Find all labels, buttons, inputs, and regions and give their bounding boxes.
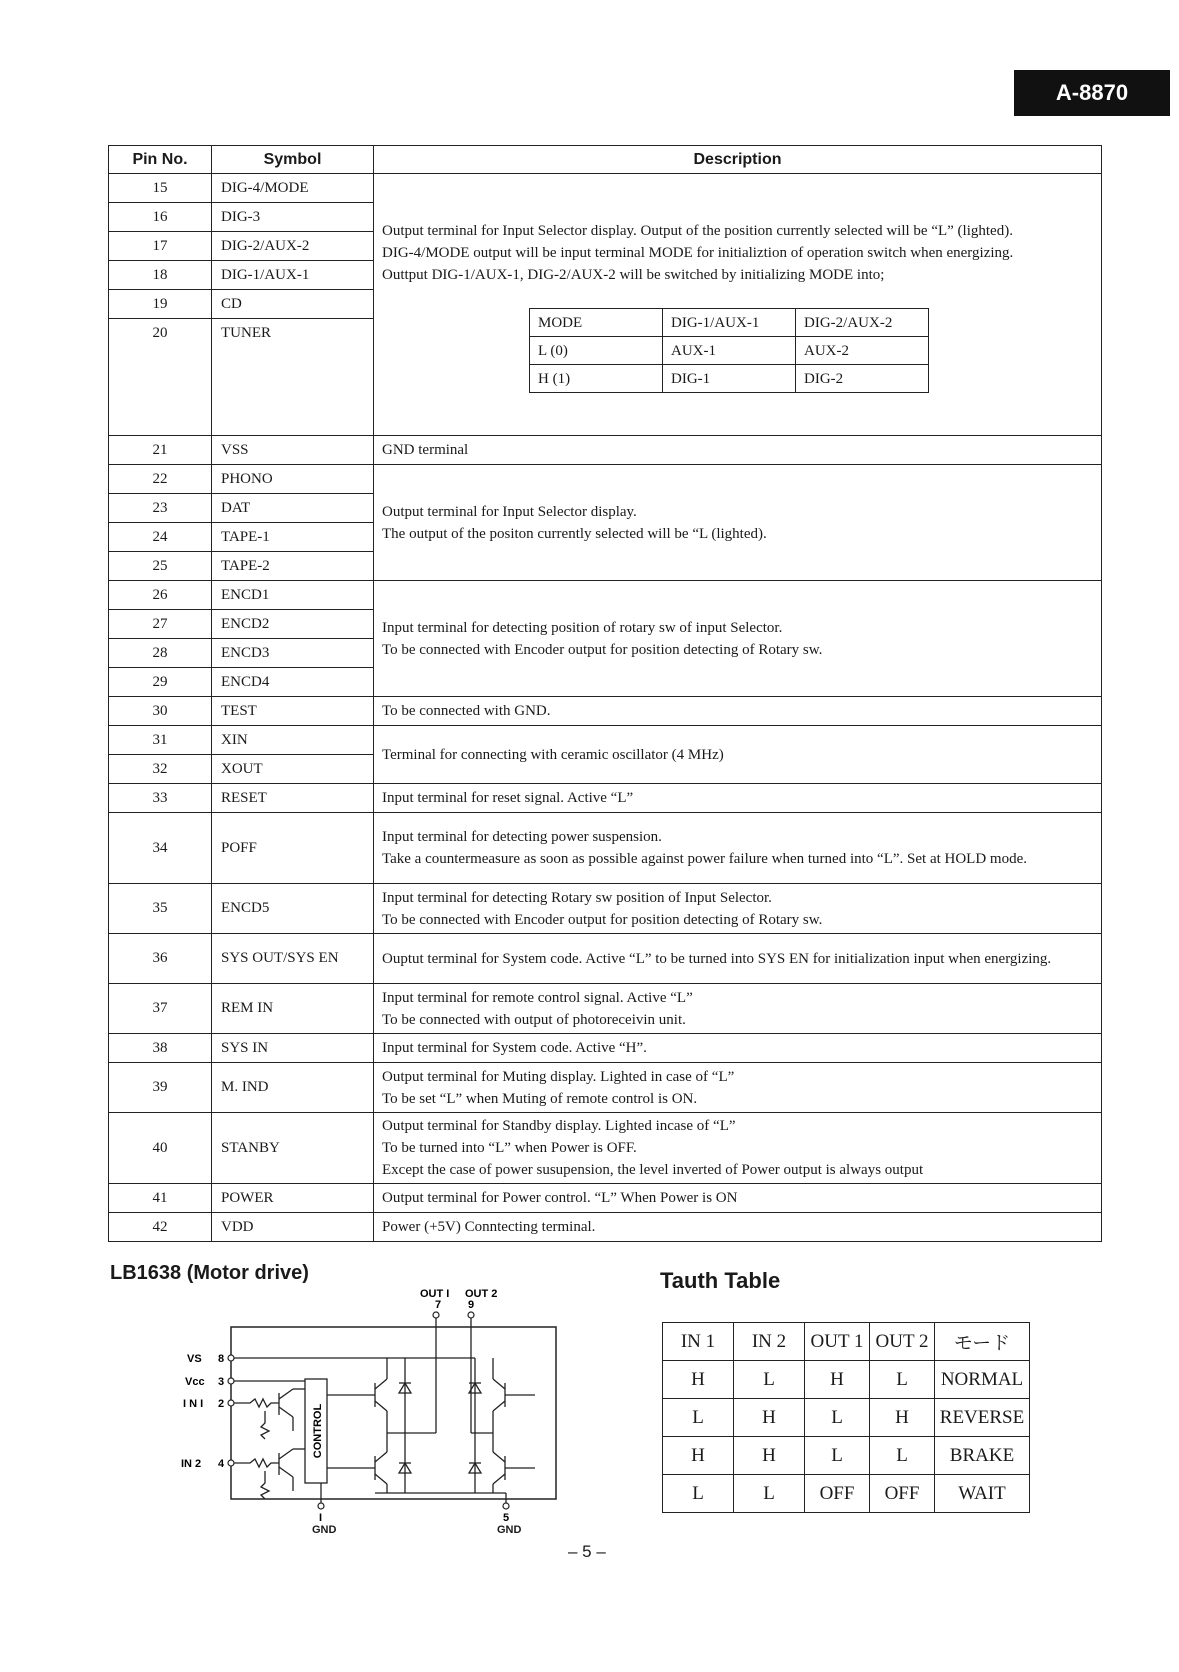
- pin-symbol: RESET: [212, 784, 374, 813]
- pin-description: [374, 813, 1102, 884]
- pin-number: 35: [109, 884, 212, 934]
- pin-description: Ouptut terminal for System code. Active “L” to be turned into SYS EN for initialization input when energizing.: [374, 934, 1102, 984]
- pin-symbol: POWER: [212, 1184, 374, 1213]
- truth-cell: L: [870, 1361, 935, 1399]
- pin-symbol: PHONO: [212, 465, 374, 494]
- table-row: [109, 465, 1102, 494]
- model-label: A-8870: [1014, 70, 1170, 116]
- pin-number: 37: [109, 984, 212, 1034]
- truth-cell: L: [663, 1475, 734, 1513]
- pin-description: Input terminal for System code. Active “H”.: [374, 1034, 1102, 1063]
- pin-number: 17: [109, 232, 212, 261]
- gnd-label-2: GND: [497, 1524, 522, 1536]
- description-text: To be set “L” when Muting of remote control is ON.: [382, 1090, 698, 1107]
- ic-outline: [231, 1327, 556, 1499]
- pin-symbol: VDD: [212, 1213, 374, 1242]
- pin-description: [374, 1113, 1102, 1184]
- vcc-label: Vcc: [185, 1376, 205, 1388]
- pin-description: Input terminal for reset signal. Active “L”: [374, 784, 1102, 813]
- pin-symbol: ENCD1: [212, 581, 374, 610]
- table-row: [109, 1063, 1102, 1113]
- pin-symbol: TUNER: [212, 319, 374, 436]
- description-header: Description: [374, 146, 1102, 174]
- description-text: Input terminal for detecting power suspension.: [382, 829, 662, 845]
- pin-symbol: REM IN: [212, 984, 374, 1034]
- pin-description: [374, 984, 1102, 1034]
- truth-cell: H: [663, 1437, 734, 1475]
- pin-number: 18: [109, 261, 212, 290]
- mode-cell: L (0): [530, 337, 663, 365]
- out1-label: OUT I: [420, 1288, 450, 1300]
- description-text: Output terminal for Muting display. Lighted in case of “L”: [382, 1068, 735, 1085]
- pin-symbol: ENCD5: [212, 884, 374, 934]
- pin-symbol: DIG-4/MODE: [212, 174, 374, 203]
- pin-number: 26: [109, 581, 212, 610]
- pin-header: Pin No.: [109, 146, 212, 174]
- pin-symbol: STANBY: [212, 1113, 374, 1184]
- mode-cell: DIG-2: [796, 365, 929, 393]
- motor-drive-title: LB1638 (Motor drive): [110, 1262, 309, 1284]
- pin-number: 41: [109, 1184, 212, 1213]
- pin9-label: 9: [468, 1299, 475, 1311]
- control-block-label: CONTROL: [312, 1403, 324, 1459]
- truth-cell: WAIT: [935, 1475, 1030, 1513]
- mode-cell: DIG-2/AUX-2: [796, 309, 929, 337]
- pin2-label: 2: [218, 1398, 225, 1410]
- truth-cell: H: [734, 1399, 805, 1437]
- table-row: [109, 1034, 1102, 1063]
- truth-cell: L: [734, 1475, 805, 1513]
- pin3-label: 3: [218, 1376, 225, 1388]
- table-row: [109, 1184, 1102, 1213]
- motor-drive-circuit: [175, 1283, 565, 1523]
- truth-cell: H: [805, 1361, 870, 1399]
- page-number: – 5 –: [568, 1542, 606, 1561]
- mode-cell: DIG-1: [663, 365, 796, 393]
- truth-header-cell: OUT 1: [805, 1323, 870, 1361]
- pin-description: [374, 1063, 1102, 1113]
- description-text: Input terminal for remote control signal. Active “L”: [382, 989, 693, 1006]
- truth-header-cell: IN 2: [734, 1323, 805, 1361]
- pin-description: To be connected with GND.: [374, 697, 1102, 726]
- pin-symbol: ENCD3: [212, 639, 374, 668]
- out2-label: OUT 2: [465, 1288, 498, 1300]
- table-row: [109, 436, 1102, 465]
- truth-cell: H: [663, 1361, 734, 1399]
- mode-cell: AUX-1: [663, 337, 796, 365]
- mode-cell: MODE: [530, 309, 663, 337]
- pin-number: 16: [109, 203, 212, 232]
- description-text: Except the case of power susupension, the level inverted of Power output is always output: [382, 1162, 924, 1178]
- truth-table-title: Tauth Table: [660, 1268, 781, 1293]
- description-text: The output of the positon currently selected will be “L (lighted).: [382, 525, 767, 542]
- truth-header-cell: IN 1: [663, 1323, 734, 1361]
- mode-cell: DIG-1/AUX-1: [663, 309, 796, 337]
- pin-number: 20: [109, 319, 212, 436]
- pin-pads: [228, 1312, 509, 1509]
- pin-symbol: POFF: [212, 813, 374, 884]
- description-text: To be turned into “L” when Power is OFF.: [382, 1140, 637, 1156]
- truth-cell: L: [805, 1399, 870, 1437]
- pin-symbol: M. IND: [212, 1063, 374, 1113]
- truth-header-cell: OUT 2: [870, 1323, 935, 1361]
- pin-number: 38: [109, 1034, 212, 1063]
- description-text: Output terminal for Input Selector display.: [382, 503, 637, 520]
- description-text: Take a countermeasure as soon as possible against power failure when turned into “L”. Set at HOLD mode.: [382, 851, 1027, 867]
- truth-cell: L: [805, 1437, 870, 1475]
- pin-symbol: DAT: [212, 494, 374, 523]
- pin-number: 22: [109, 465, 212, 494]
- description-text: To be connected with output of photoreceivin unit.: [382, 1011, 686, 1028]
- pin-number: 25: [109, 552, 212, 581]
- pin-symbol: CD: [212, 290, 374, 319]
- pin-symbol: XOUT: [212, 755, 374, 784]
- description-text: Outtput DIG-1/AUX-1, DIG-2/AUX-2 will be switched by initializing MODE into;: [382, 267, 885, 283]
- pin-number: 21: [109, 436, 212, 465]
- pin-symbol: DIG-3: [212, 203, 374, 232]
- pin-description: [374, 581, 1102, 697]
- description-text: Output terminal for Input Selector display. Output of the position currently selected will be “L” (lighted).: [382, 223, 1013, 239]
- truth-cell: L: [663, 1399, 734, 1437]
- pin-number: 31: [109, 726, 212, 755]
- pin-number: 23: [109, 494, 212, 523]
- table-row: [109, 884, 1102, 934]
- pin-description: [374, 174, 1102, 436]
- pin4-label: 4: [218, 1458, 225, 1470]
- pin-symbol: DIG-1/AUX-1: [212, 261, 374, 290]
- pin5-label: 5: [503, 1512, 510, 1523]
- description-text: To be connected with Encoder output for position detecting of Rotary sw.: [382, 911, 823, 928]
- truth-table: [662, 1322, 1030, 1513]
- in2-label: IN 2: [181, 1458, 202, 1470]
- pin-symbol: XIN: [212, 726, 374, 755]
- pin-description: GND terminal: [374, 436, 1102, 465]
- mode-cell: AUX-2: [796, 337, 929, 365]
- in1-label: I N I: [183, 1398, 204, 1410]
- pin-description: Terminal for connecting with ceramic oscillator (4 MHz): [374, 726, 1102, 784]
- pin-symbol: SYS OUT/SYS EN: [212, 934, 374, 984]
- table-row: [109, 1113, 1102, 1184]
- table-row: [109, 1213, 1102, 1242]
- pin-number: 32: [109, 755, 212, 784]
- truth-cell: OFF: [870, 1475, 935, 1513]
- truth-cell: NORMAL: [935, 1361, 1030, 1399]
- pin-number: 15: [109, 174, 212, 203]
- circuit-wiring: [234, 1318, 535, 1503]
- table-row: [109, 984, 1102, 1034]
- pin-number: 30: [109, 697, 212, 726]
- pin-symbol: VSS: [212, 436, 374, 465]
- mode-cell: H (1): [530, 365, 663, 393]
- table-row: [109, 697, 1102, 726]
- table-row: [109, 174, 1102, 203]
- mode-table: [529, 308, 929, 393]
- gnd-label-1: GND: [312, 1524, 337, 1536]
- pin-number: 27: [109, 610, 212, 639]
- pin-number: 34: [109, 813, 212, 884]
- pin-number: 19: [109, 290, 212, 319]
- truth-cell: OFF: [805, 1475, 870, 1513]
- truth-header-cell: モード: [935, 1323, 1030, 1361]
- pin-number: 33: [109, 784, 212, 813]
- symbol-header: Symbol: [212, 146, 374, 174]
- description-text: Output terminal for Standby display. Lighted incase of “L”: [382, 1118, 736, 1134]
- pin-number: 42: [109, 1213, 212, 1242]
- table-row: [109, 581, 1102, 610]
- table-row: [109, 813, 1102, 884]
- truth-cell: H: [870, 1399, 935, 1437]
- pin-number: 36: [109, 934, 212, 984]
- description-text: Input terminal for detecting Rotary sw position of Input Selector.: [382, 889, 772, 906]
- pin-symbol: ENCD2: [212, 610, 374, 639]
- truth-cell: REVERSE: [935, 1399, 1030, 1437]
- truth-cell: L: [734, 1361, 805, 1399]
- description-text: DIG-4/MODE output will be input terminal MODE for initializtion of operation switch when energizing.: [382, 245, 1014, 261]
- pin-description: Power (+5V) Conntecting terminal.: [374, 1213, 1102, 1242]
- pin-symbol: TEST: [212, 697, 374, 726]
- pin1-label: I: [319, 1512, 323, 1523]
- pin-number: 39: [109, 1063, 212, 1113]
- table-row: [109, 784, 1102, 813]
- pin-number: 24: [109, 523, 212, 552]
- truth-cell: BRAKE: [935, 1437, 1030, 1475]
- pin-symbol: SYS IN: [212, 1034, 374, 1063]
- pin-description-table: [108, 145, 1102, 1242]
- pin8-label: 8: [218, 1353, 225, 1365]
- description-text: To be connected with Encoder output for position detecting of Rotary sw.: [382, 641, 823, 658]
- pin-number: 29: [109, 668, 212, 697]
- pin7-label: 7: [435, 1299, 442, 1311]
- pin-symbol: TAPE-2: [212, 552, 374, 581]
- pin-symbol: ENCD4: [212, 668, 374, 697]
- description-text: Input terminal for detecting position of rotary sw of input Selector.: [382, 619, 783, 636]
- pin-description: Output terminal for Power control. “L” When Power is ON: [374, 1184, 1102, 1213]
- pin-number: 40: [109, 1113, 212, 1184]
- vs-label: VS: [187, 1353, 202, 1365]
- table-row: [109, 934, 1102, 984]
- truth-cell: L: [870, 1437, 935, 1475]
- pin-symbol: DIG-2/AUX-2: [212, 232, 374, 261]
- pin-number: 28: [109, 639, 212, 668]
- table-row: [109, 726, 1102, 755]
- pin-description: [374, 465, 1102, 581]
- truth-cell: H: [734, 1437, 805, 1475]
- pin-symbol: TAPE-1: [212, 523, 374, 552]
- pin-description: [374, 884, 1102, 934]
